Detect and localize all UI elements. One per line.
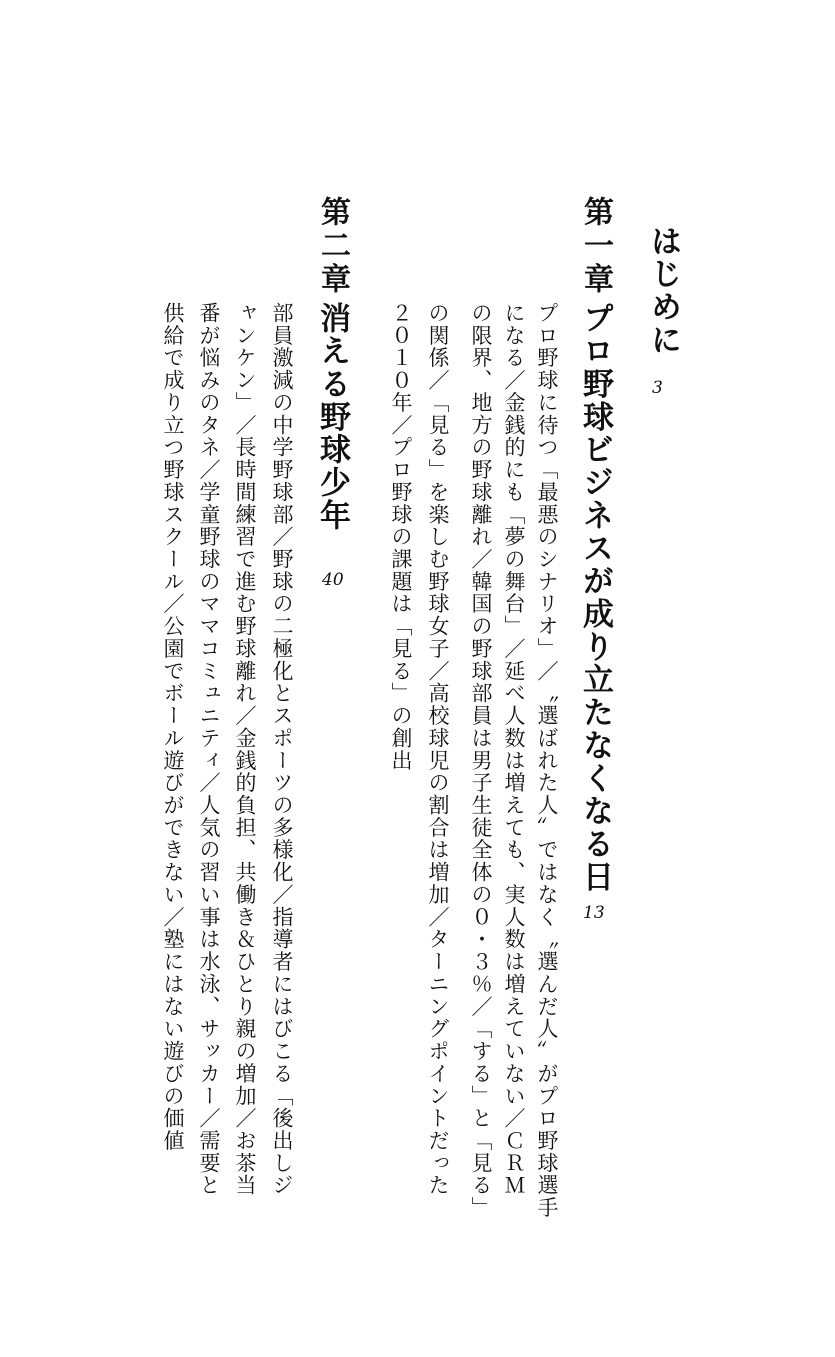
intro-page-number: 3 <box>652 378 663 398</box>
chapter1-page-number: 13 <box>583 903 605 923</box>
chapter2-page-number: 40 <box>322 570 344 590</box>
chapter2-label: 第二章 <box>315 196 350 297</box>
chapter1-summary-line-3: の限界、地方の野球離れ／韓国の野球部員は男子生徒全体の０・３％／「する」と「見る」 <box>469 302 493 1219</box>
chapter2-summary-line-4: 供給で成り立つ野球スクール／公園でボール遊びができない／塾にはない遊びの価値 <box>161 302 185 1152</box>
chapter1-summary-line-1: プロ野球に待つ「最悪のシナリオ」／〝選ばれた人〟ではなく〝選んだ人〟がプロ野球選手 <box>535 302 559 1219</box>
intro-title: はじめに <box>645 225 681 357</box>
chapter1-label: 第一章 <box>578 196 613 297</box>
chapter2-summary-line-2: ャンケン」／長時間練習で進む野球離れ／金銭的負担、共働き＆ひとり親の増加／お茶当 <box>233 302 257 1197</box>
chapter2-title: 消える野球少年 <box>314 302 350 533</box>
chapter1-summary-line-4: の関係／「見る」を楽しむ野球女子／高校球児の割合は増加／ターニングポイントだった <box>426 302 450 1197</box>
chapter2-summary-line-3: 番が悩みのタネ／学童野球のママコミュニティ／人気の習い事は水泳、サッカー／需要と <box>197 302 221 1197</box>
chapter2-summary-line-1: 部員激減の中学野球部／野球の二極化とスポーツの多様化／指導者にはびこる「後出しジ <box>270 302 294 1197</box>
chapter1-title: プロ野球ビジネスが成り立たなくなる日 <box>577 302 613 894</box>
chapter1-summary-line-5: ２０１０年／プロ野球の課題は「見る」の創出 <box>389 302 413 772</box>
chapter1-summary-line-2: になる／金銭的にも「夢の舞台」／延べ人数は増えても、実人数は増えていない／ＣＲＭ <box>502 302 526 1197</box>
